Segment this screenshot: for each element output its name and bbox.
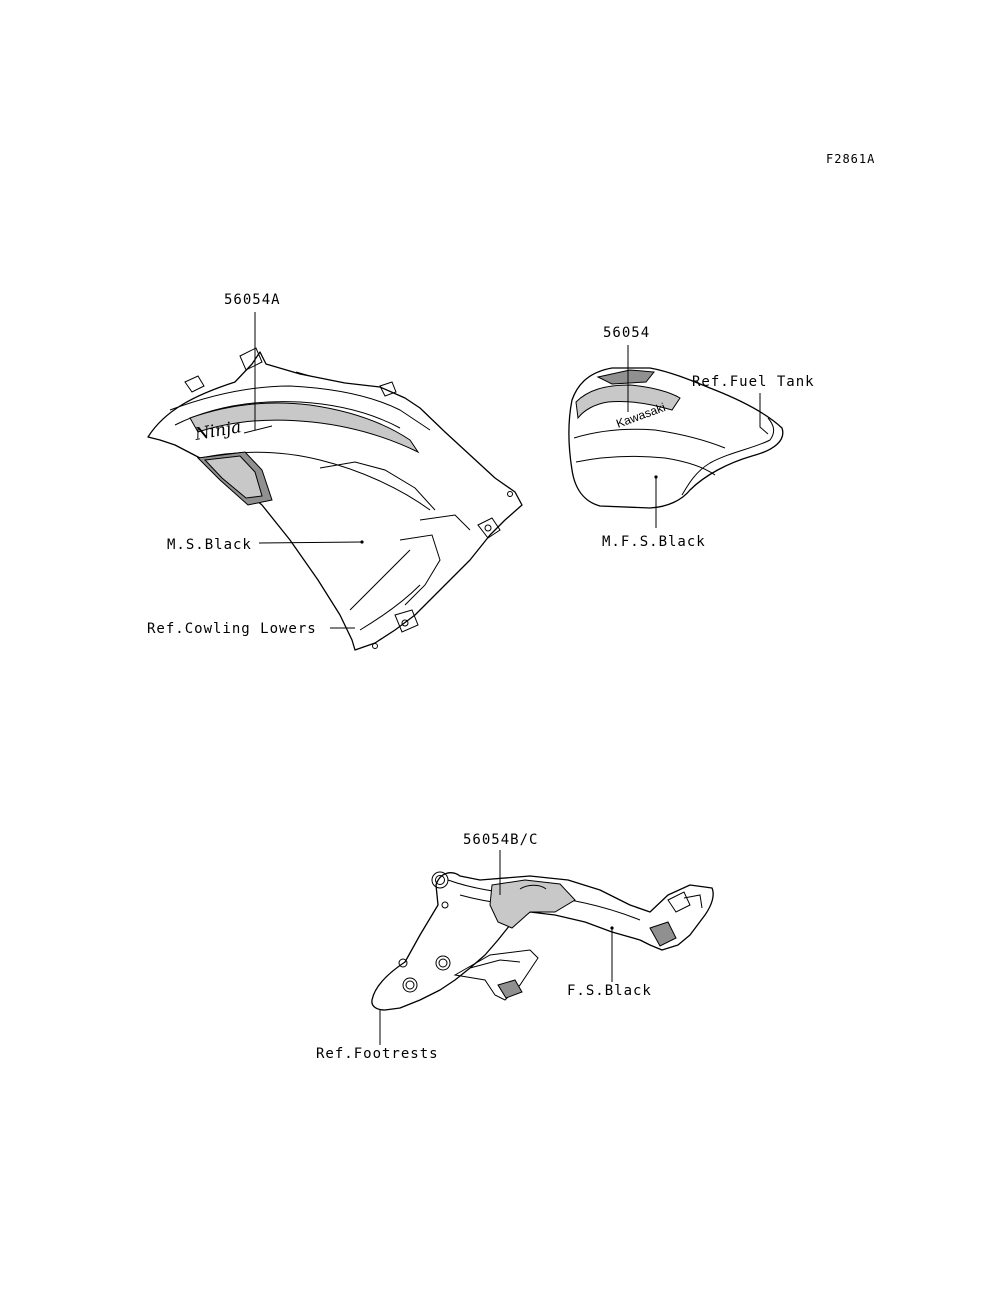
cowling-part-number: 56054A <box>224 292 281 308</box>
tank-ref-label: Ref.Fuel Tank <box>692 374 815 390</box>
cowling-decal-label: M.S.Black <box>167 537 252 553</box>
fuel-tank-drawing <box>569 345 783 528</box>
figure-code: F2861A <box>826 152 876 166</box>
footrest-decal-label: F.S.Black <box>567 983 652 999</box>
footrest-bracket-drawing <box>372 850 713 1045</box>
cowling-lower-drawing <box>148 312 522 650</box>
cowling-ref-label: Ref.Cowling Lowers <box>147 621 317 637</box>
footrest-ref-label: Ref.Footrests <box>316 1046 439 1062</box>
tank-decal-label: M.F.S.Black <box>602 534 706 550</box>
footrest-part-number: 56054B/C <box>463 832 539 848</box>
ninja-logo: Ninja <box>193 417 243 445</box>
kawasaki-logo: Kawasaki <box>614 400 668 431</box>
tank-part-number: 56054 <box>603 325 651 341</box>
